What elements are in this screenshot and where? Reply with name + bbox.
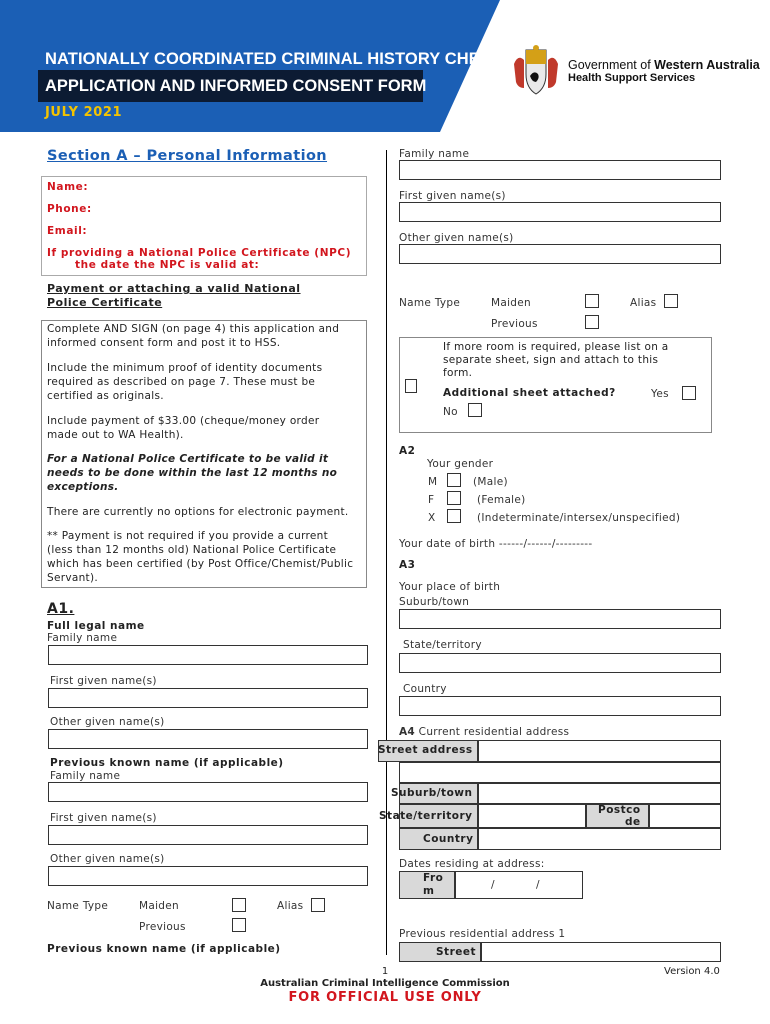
alias-label: Alias (277, 900, 304, 912)
alias-checkbox[interactable] (311, 898, 325, 912)
x-checkbox[interactable] (447, 509, 461, 523)
more-room-line: form. (443, 367, 473, 379)
a1-other-given-input[interactable] (48, 729, 368, 749)
r-previous-label: Previous (491, 318, 538, 330)
form-title-1: NATIONALLY COORDINATED CRIMINAL HISTORY CHECK (45, 50, 504, 68)
info-line: There are currently no options for electronic payment. (47, 506, 349, 518)
payment-heading-1: Payment or attaching a valid National (47, 282, 301, 295)
prev-family-input[interactable] (48, 782, 368, 802)
m-label: M (428, 476, 438, 488)
r-other-input[interactable] (399, 244, 721, 264)
date-slash: / (491, 879, 495, 891)
wa-crest-icon (510, 44, 562, 98)
additional-sheet-label: Additional sheet attached? (443, 387, 616, 399)
place-birth-label: Your place of birth (399, 581, 501, 593)
birth-state-input[interactable] (399, 653, 721, 673)
prev-family-label: Family name (50, 770, 121, 782)
r-previous-checkbox[interactable] (585, 315, 599, 329)
r-family-label: Family name (399, 148, 470, 160)
info-line: (less than 12 months old) National Police Certificate (47, 544, 337, 556)
prev-street-label: Street (436, 946, 477, 958)
info-line: ** Payment is not required if you provide a current (47, 530, 329, 542)
info-line: informed consent form and post it to HSS. (47, 337, 281, 349)
info-line: required as described on page 7. These must be (47, 376, 316, 388)
page-number: 1 (381, 966, 389, 977)
indeterminate-label: (Indeterminate/intersex/unspecified) (477, 512, 681, 524)
state-label: State/territory (403, 639, 482, 651)
info-line: certified as originals. (47, 390, 164, 402)
previous-known-label-2: Previous known name (if applicable) (47, 943, 281, 955)
r-first-label: First given name(s) (399, 190, 506, 202)
name-type-label: Name Type (47, 900, 109, 912)
email-label: Email: (47, 225, 88, 237)
info-line: made out to WA Health). (47, 429, 184, 441)
r-maiden-checkbox[interactable] (585, 294, 599, 308)
from-date-input[interactable] (455, 871, 583, 899)
suburb-label: Suburb/town (399, 596, 470, 608)
npc-note-2: the date the NPC is valid at: (75, 259, 260, 271)
header-banner (0, 0, 770, 132)
x-label: X (428, 512, 436, 524)
r-maiden-label: Maiden (491, 297, 531, 309)
form-title-2: APPLICATION AND INFORMED CONSENT FORM (45, 77, 427, 95)
dob-label: Your date of birth ------/------/--------- (399, 538, 593, 550)
a2-heading: A2 (399, 445, 416, 457)
form-date: JULY 2021 (45, 105, 123, 120)
a3-heading: A3 (399, 559, 416, 571)
street-label: Street address (378, 744, 473, 756)
npc-note-1: If providing a National Police Certificate (NPC) (47, 247, 352, 259)
no-label: No (443, 406, 458, 418)
prev-other-label: Other given name(s) (50, 853, 165, 865)
prev-first-label: First given name(s) (50, 812, 157, 824)
birth-country-input[interactable] (399, 696, 721, 716)
name-label: Name: (47, 181, 89, 193)
prev-other-input[interactable] (48, 866, 368, 886)
suburb-town-label: Suburb/town (391, 787, 473, 799)
more-room-line: separate sheet, sign and attach to this (443, 354, 659, 366)
f-label: F (428, 494, 435, 506)
state-territory-label: State/territory (379, 810, 473, 822)
male-checkbox[interactable] (447, 473, 461, 487)
postcode-label-2: de (625, 816, 641, 828)
section-a-title: Section A – Personal Information (47, 148, 328, 164)
phone-label: Phone: (47, 203, 92, 215)
a1-first-given-input[interactable] (48, 688, 368, 708)
maiden-checkbox[interactable] (232, 898, 246, 912)
postcode-input[interactable] (649, 804, 721, 828)
maiden-label: Maiden (139, 900, 179, 912)
family-name-label: Family name (47, 632, 118, 644)
previous-known-label: Previous known name (if applicable) (50, 757, 284, 769)
gov-line-2: Health Support Services (568, 72, 696, 84)
gender-label: Your gender (427, 458, 494, 470)
version: Version 4.0 (664, 966, 720, 977)
country-label: Country (403, 683, 447, 695)
male-label: (Male) (473, 476, 508, 488)
a4-country-label: Country (423, 833, 474, 845)
no-checkbox[interactable] (468, 403, 482, 417)
birth-suburb-input[interactable] (399, 609, 721, 629)
postcode-label-1: Postco (598, 804, 641, 816)
more-room-line: If more room is required, please list on a (443, 341, 669, 353)
yes-label: Yes (651, 388, 669, 400)
from-label-2: m (423, 885, 435, 897)
yes-checkbox[interactable] (682, 386, 696, 400)
first-given-label: First given name(s) (50, 675, 157, 687)
full-legal-name-label: Full legal name (47, 620, 145, 632)
a4-country-input[interactable] (478, 828, 721, 850)
r-other-label: Other given name(s) (399, 232, 514, 244)
r-first-input[interactable] (399, 202, 721, 222)
info-line: Include payment of $33.00 (cheque/money order (47, 415, 320, 427)
info-line: which has been certified (by Post Office/Chemist/Public (47, 558, 354, 570)
column-divider (386, 150, 387, 955)
prev-street-input[interactable] (481, 942, 721, 962)
from-label-1: Fro (423, 872, 444, 884)
payment-heading-2: Police Certificate (47, 296, 163, 309)
r-family-input[interactable] (399, 160, 721, 180)
a1-heading: A1. (47, 601, 75, 617)
street-input-2[interactable] (399, 762, 721, 783)
info-line: For a National Police Certificate to be valid it (47, 453, 329, 465)
official-use-banner: FOR OFFICIAL USE ONLY (288, 990, 482, 1005)
street-input[interactable] (478, 740, 721, 762)
a1-family-name-input[interactable] (48, 645, 368, 665)
suburb-input[interactable] (478, 783, 721, 804)
footer-org: Australian Criminal Intelligence Commission (260, 978, 510, 989)
dates-residing-label: Dates residing at address: (399, 858, 545, 870)
date-slash: / (536, 879, 540, 891)
sheet-marker-checkbox[interactable] (405, 379, 417, 393)
female-checkbox[interactable] (447, 491, 461, 505)
r-name-type-label: Name Type (399, 297, 461, 309)
r-alias-label: Alias (630, 297, 657, 309)
r-alias-checkbox[interactable] (664, 294, 678, 308)
info-line: Include the minimum proof of identity documents (47, 362, 323, 374)
prev-first-input[interactable] (48, 825, 368, 845)
previous-checkbox[interactable] (232, 918, 246, 932)
previous-label: Previous (139, 921, 186, 933)
info-line: Complete AND SIGN (on page 4) this application and (47, 323, 340, 335)
female-label: (Female) (477, 494, 526, 506)
info-line: Servant). (47, 572, 98, 584)
other-given-label: Other given name(s) (50, 716, 165, 728)
state-input[interactable] (478, 804, 586, 828)
prev-address-label: Previous residential address 1 (399, 928, 566, 940)
a4-heading: A4 Current residential address (399, 726, 570, 738)
gov-line-1: Government of Western Australia (568, 58, 760, 72)
info-line: needs to be done within the last 12 months no (47, 467, 338, 479)
info-line: exceptions. (47, 481, 119, 493)
